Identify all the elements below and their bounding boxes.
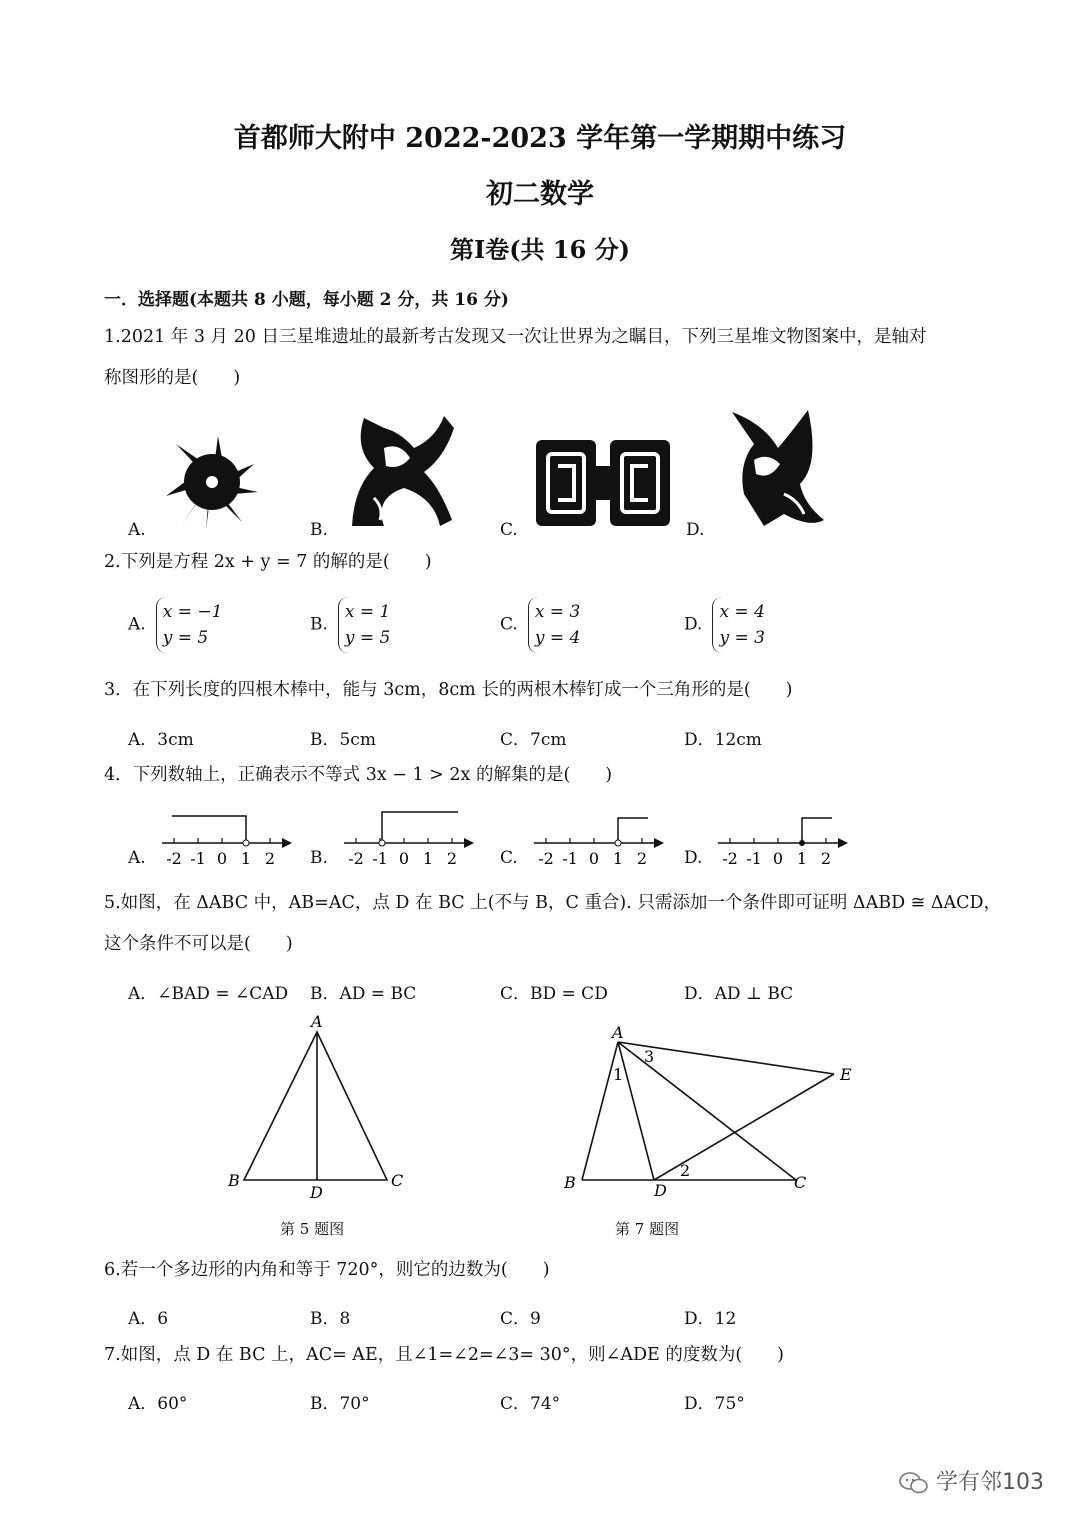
angle-label-1: 1 <box>613 1065 624 1084</box>
number-line-b <box>342 808 477 870</box>
spiral-pattern-image <box>162 434 262 530</box>
q6-option-c: C．9 <box>500 1309 541 1329</box>
q7-option-d: D．75° <box>684 1394 745 1414</box>
wechat-icon <box>899 1471 929 1495</box>
tick-label: -2 <box>348 849 364 868</box>
vertex-label-d: D <box>310 1183 323 1200</box>
section-heading: 一．选择题(本题共 8 小题，每小题 2 分，共 16 分) <box>104 290 509 310</box>
q4-option-d: D. <box>684 848 703 868</box>
tick-label: 0 <box>398 849 410 868</box>
q4-stem: 4．下列数轴上，正确表示不等式 3x − 1 > 2x 的解集的是( ) <box>104 765 613 785</box>
tick-label: -2 <box>722 849 738 868</box>
tick-label: 0 <box>216 849 228 868</box>
tick-label: -1 <box>190 849 206 868</box>
tick-label: 0 <box>772 849 784 868</box>
part-title: 第Ⅰ卷(共 16 分) <box>449 235 631 264</box>
q5-line1: 5.如图，在 ΔABC 中，AB=AC，点 D 在 BC 上(不与 B，C 重合). 只需添加一个条件即可证明 ΔABD ≅ ΔACD， <box>104 893 1002 913</box>
vertex-label-b: B <box>564 1173 576 1192</box>
q5-option-c: C．BD = CD <box>500 984 608 1004</box>
tick-label: -1 <box>562 849 578 868</box>
q4-option-c: C. <box>500 848 518 868</box>
subject-title: 初二数学 <box>486 179 594 210</box>
q4-option-b: B. <box>310 848 328 868</box>
number-line-a <box>160 808 295 870</box>
q1-line2: 称图形的是( ) <box>104 368 241 388</box>
q4-option-a: A. <box>128 848 146 868</box>
figure-5-caption: 第 5 题图 <box>280 1220 345 1238</box>
tick-label: 0 <box>588 849 600 868</box>
angle-label-2: 2 <box>680 1161 691 1180</box>
angle-label-3: 3 <box>644 1047 655 1066</box>
q7-option-a: A．60° <box>128 1394 188 1414</box>
q5-option-b: B．AD = BC <box>310 984 417 1004</box>
vertex-label-c: C <box>391 1171 404 1190</box>
q5-line2: 这个条件不可以是( ) <box>104 934 293 954</box>
figure-7-caption: 第 7 题图 <box>615 1220 680 1238</box>
tick-label: 2 <box>820 849 832 868</box>
q2-option-a: A. x = −1 y = 5 <box>128 597 222 653</box>
tick-label: 1 <box>612 849 624 868</box>
number-line-d <box>716 808 851 870</box>
vertex-label-e: E <box>840 1065 852 1084</box>
vertex-label-a: A <box>311 1012 323 1031</box>
tick-label: 1 <box>240 849 252 868</box>
figure-7-diagram <box>556 1020 856 1200</box>
q6-option-d: D．12 <box>684 1309 737 1329</box>
watermark-text: 学有邻103 <box>936 1470 1044 1495</box>
symmetric-mask-pattern-image <box>534 436 672 530</box>
q7-option-c: C．74° <box>500 1394 561 1414</box>
tick-label: -1 <box>372 849 388 868</box>
number-line-c <box>532 808 667 870</box>
q2-option-b: B. x = 1 y = 5 <box>310 597 390 653</box>
tick-label: -1 <box>746 849 762 868</box>
tick-label: 1 <box>796 849 808 868</box>
q5-option-a: A．∠BAD = ∠CAD <box>128 984 289 1004</box>
q7-option-b: B．70° <box>310 1394 370 1414</box>
tick-label: 1 <box>422 849 434 868</box>
q3-option-c: C．7cm <box>500 730 567 750</box>
tick-label: 2 <box>446 849 458 868</box>
tick-label: 2 <box>264 849 276 868</box>
tick-label: 2 <box>636 849 648 868</box>
q1-option-d: D. <box>686 520 705 540</box>
vertex-label-a: A <box>612 1023 624 1042</box>
vertex-label-d: D <box>654 1181 667 1200</box>
q7-stem: 7.如图，点 D 在 BC 上，AC= AE，且∠1=∠2=∠3= 30°，则∠ADE 的度数为( ) <box>104 1345 785 1365</box>
q3-option-b: B．5cm <box>310 730 376 750</box>
q1-option-b: B. <box>310 520 328 540</box>
figure-5-triangle <box>220 1010 410 1200</box>
vertex-label-b: B <box>228 1171 240 1190</box>
q6-option-b: B．8 <box>310 1309 351 1329</box>
q1-option-a: A. <box>128 520 146 540</box>
q1-option-c: C. <box>500 520 518 540</box>
q6-stem: 6.若一个多边形的内角和等于 720°，则它的边数为( ) <box>104 1260 550 1280</box>
exam-title: 首都师大附中 2022-2023 学年第一学期期中练习 <box>233 123 847 154</box>
tick-label: -2 <box>166 849 182 868</box>
q5-option-d: D．AD ⊥ BC <box>684 984 794 1004</box>
q2-option-d: D. x = 4 y = 3 <box>684 597 765 653</box>
q2-stem: 2.下列是方程 2x + y = 7 的解的是( ) <box>104 552 432 572</box>
q3-option-a: A．3cm <box>128 730 194 750</box>
q1-line1: 1.2021 年 3 月 20 日三星堆遗址的最新考古发现又一次让世界为之瞩目，下列三星堆文物图案中，是轴对 <box>104 327 927 347</box>
tick-label: -2 <box>538 849 554 868</box>
watermark <box>899 1465 1044 1496</box>
q3-stem: 3．在下列长度的四根木棒中，能与 3cm，8cm 长的两根木棒钉成一个三角形的是( ) <box>104 680 793 700</box>
q2-option-c: C. x = 3 y = 4 <box>500 597 580 653</box>
q3-option-d: D．12cm <box>684 730 762 750</box>
q6-option-a: A．6 <box>128 1309 169 1329</box>
vertex-label-c: C <box>794 1173 807 1192</box>
bird-pattern-image <box>344 408 459 532</box>
dragon-pattern-image <box>724 404 828 532</box>
